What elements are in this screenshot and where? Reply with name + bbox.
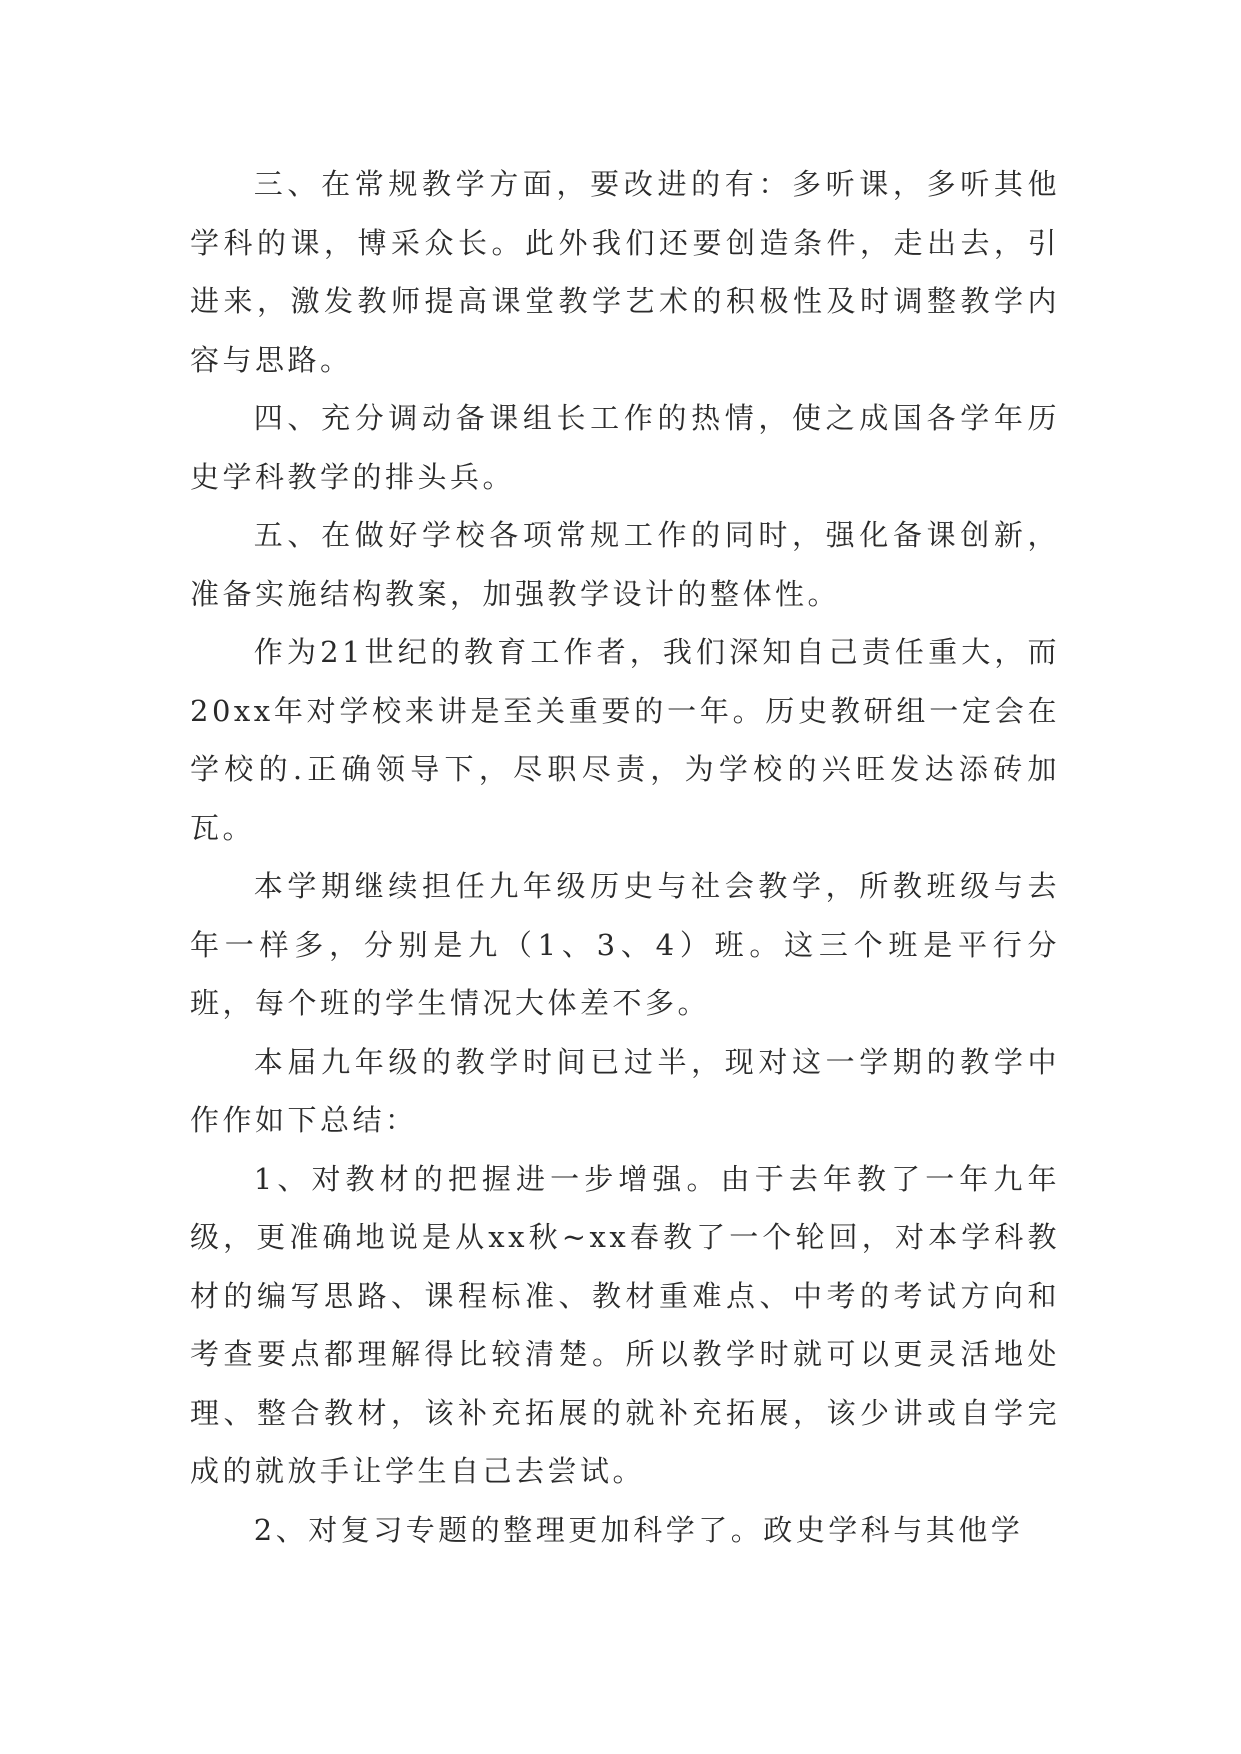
paragraph-review-topics: 2、对复习专题的整理更加科学了。政史学科与其他学: [253, 1512, 1024, 1547]
document-body: [190, 155, 1060, 1559]
paragraph-summary-intro: 本届九年级的教学时间已过半，现对这一学期的教学中作作如下总结：: [190, 1044, 1060, 1137]
paragraph-educator-responsibility: 作为21世纪的教育工作者，我们深知自己责任重大，而20xx年对学校来讲是至关重要的一年。历史教研组一定会在学校的.正确领导下，尽职尽责，为学校的兴旺发达添砖加瓦。: [190, 635, 1060, 845]
paragraph-semester-classes: 本学期继续担任九年级历史与社会教学，所教班级与去年一样多，分别是九（1、3、4）班。这三个班是平行分班，每个班的学生情况大体差不多。: [190, 869, 1060, 1020]
paragraph-lesson-group-leaders: 四、充分调动备课组长工作的热情，使之成国各学年历史学科教学的排头兵。: [190, 401, 1060, 494]
paragraph-textbook-mastery: 1、对教材的把握进一步增强。由于去年教了一年九年级，更准确地说是从xx秋~xx春教了一个轮回，对本学科教材的编写思路、课程标准、教材重难点、中考的考试方向和考查要点都理解得比较清楚。所以教学时就可以更灵活地处理、整合教材，该补充拓展的就补充拓展，该少讲或自学完成的就放手让学生自己去尝试。: [190, 1161, 1060, 1488]
paragraph-improve-routine-teaching: 三、在常规教学方面，要改进的有：多听课，多听其他学科的课，博采众长。此外我们还要创造条件，走出去，引进来，激发教师提高课堂教学艺术的积极性及时调整教学内容与思路。: [190, 167, 1060, 377]
paragraph-lesson-prep-innovation: 五、在做好学校各项常规工作的同时，强化备课创新，准备实施结构教案，加强教学设计的整体性。: [190, 518, 1060, 611]
